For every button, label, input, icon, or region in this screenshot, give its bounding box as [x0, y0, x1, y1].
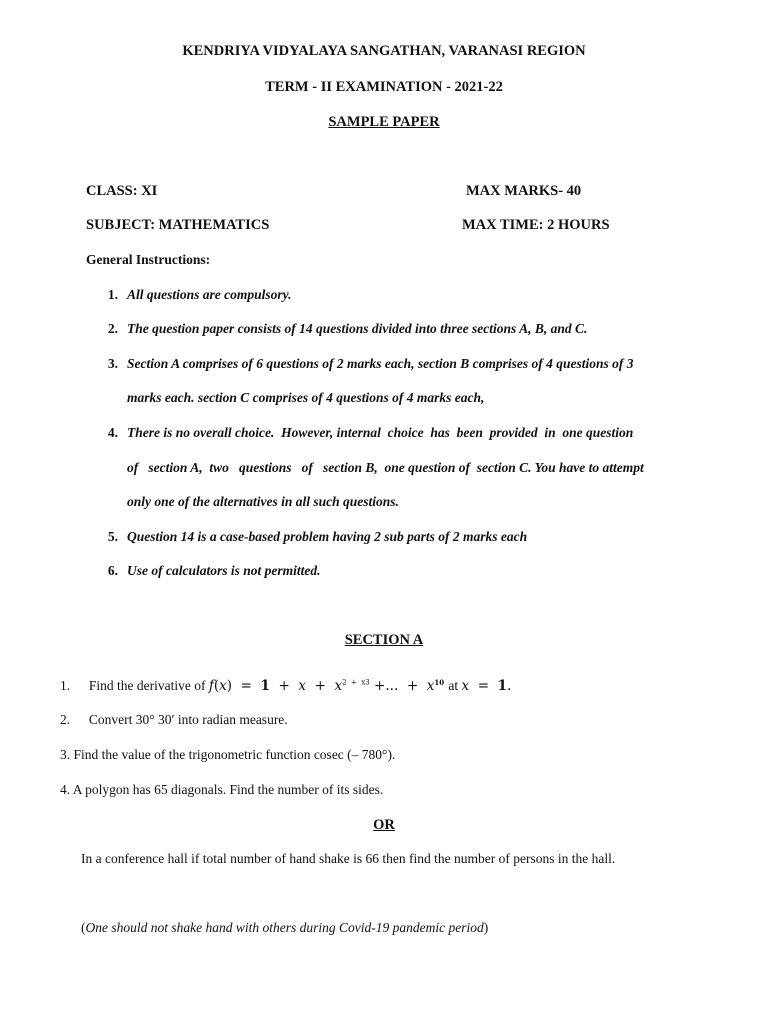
instruction-text: The question paper consists of 14 questions divided into three sections A, B, and C.: [127, 321, 588, 336]
instruction-number: 6.: [107, 563, 118, 578]
or-separator: OR: [373, 817, 395, 833]
question-number: 4.: [60, 782, 71, 797]
instruction-number: 4.: [107, 425, 118, 440]
instructions-heading: General Instructions:: [86, 252, 211, 267]
school-region-heading: KENDRIYA VIDYALAYA SANGATHAN, VARANASI REGION: [182, 43, 586, 59]
instruction-number: 3.: [107, 356, 118, 371]
question-text: Convert 30° 30′ into radian measure.: [88, 712, 288, 727]
instruction-number: 5.: [107, 529, 118, 544]
instruction-text: marks each. section C comprises of 4 questions of 4 marks each,: [127, 390, 485, 405]
question-2: [60, 712, 288, 728]
instruction-text: There is no overall choice. However, internal choice has been provided in one question: [127, 425, 634, 440]
question-text-at: at: [448, 678, 459, 693]
question-number: 1.: [60, 678, 71, 693]
section-a-title: SECTION A: [344, 632, 424, 648]
instruction-text: only one of the alternatives in all such questions.: [127, 494, 399, 509]
instruction-text: of section A, two questions of section B, one question of section C. You have to attempt: [127, 460, 644, 475]
instruction-text: All questions are compulsory.: [127, 287, 292, 302]
exam-title: TERM - II EXAMINATION - 2021-22: [265, 79, 503, 95]
max-marks-label: MAX MARKS- 40: [466, 183, 582, 199]
instruction-number: 1.: [107, 287, 118, 302]
question-text: A polygon has 65 diagonals. Find the number of its sides.: [72, 782, 384, 797]
instruction-number: 2.: [107, 321, 118, 336]
alternative-question: In a conference hall if total number of hand shake is 66 then find the number of persons in the hall.: [81, 851, 616, 866]
instruction-text: Section A comprises of 6 questions of 2 marks each, section B comprises of 4 questions of 3: [127, 356, 634, 371]
instruction-text: Question 14 is a case-based problem having 2 sub parts of 2 marks each: [127, 529, 528, 544]
sample-paper-title: SAMPLE PAPER: [328, 114, 440, 130]
question-1: 1. Find the derivative of $f(x) = 1 + x + x^{2 + x3}$ +... + $x^{10}$ at x = 1.: [60, 677, 512, 694]
question-text: Find the derivative of: [88, 678, 206, 693]
question-number: 2.: [60, 712, 71, 727]
derivative-expression: $f(x) = 1 + x + x^{2 + x3}$ +... + $x^{10}$: [208, 677, 445, 694]
question-text: Find the value of the trigonometric function cosec (– 780°).: [73, 747, 396, 762]
max-time-label: MAX TIME: 2 HOURS: [462, 217, 610, 233]
question-number: 3.: [60, 747, 71, 762]
class-label: CLASS: XI: [86, 183, 158, 199]
covid-note: (One should not shake hand with others during Covid-19 pandemic period): [81, 920, 489, 935]
question-3: [60, 747, 395, 763]
subject-label: SUBJECT: MATHEMATICS: [86, 217, 270, 233]
question-4: [60, 782, 383, 798]
instruction-text: Use of calculators is not permitted.: [127, 563, 321, 578]
